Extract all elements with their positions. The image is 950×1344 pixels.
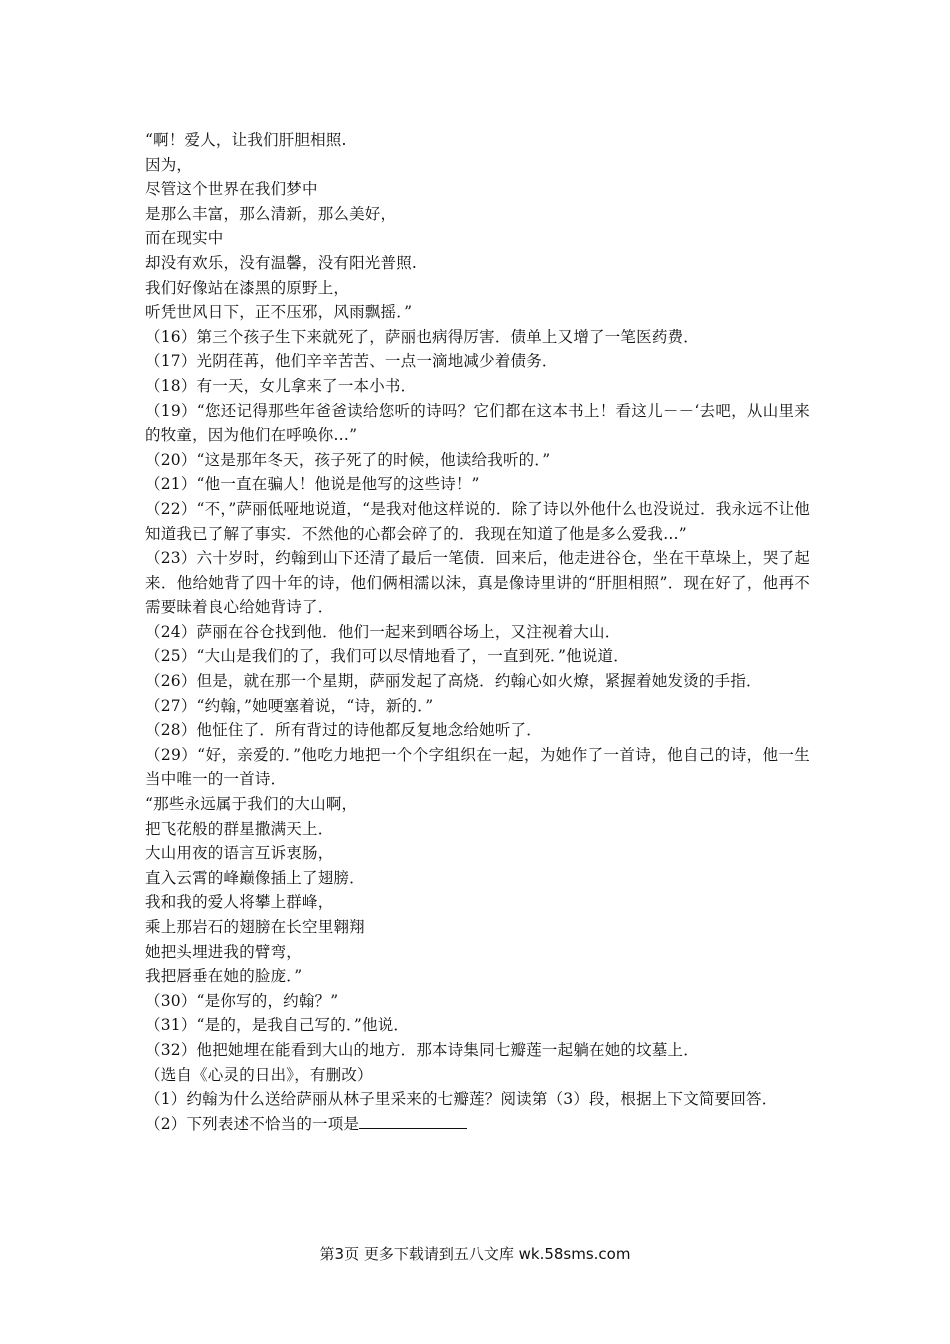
question-1: （1）约翰为什么送给萨丽从林子里采来的七瓣莲？阅读第（3）段，根据上下文简要回答． [145, 1090, 778, 1109]
paragraph: （28）他怔住了．所有背过的诗他都反复地念给她听了． [145, 721, 542, 740]
page-footer: 第3页 更多下载请到五八文库 wk.58sms.com [319, 1245, 631, 1263]
paragraph: （31）“是的，是我自己写的．”他说． [145, 1016, 410, 1035]
poem-line: 乘上那岩石的翅膀在长空里翱翔 [145, 918, 365, 936]
poem-line: “那些永远属于我们的大山啊， [145, 795, 358, 814]
paragraph: （23）六十岁时，约翰到山下还清了最后一笔债．回来后，他走进谷仓，坐在干草垛上，哭了起来．他给她背了四十年的诗，他们俩相濡以沫，真是像诗里讲的“肝胆相照”．现在好了，他再不需要昧着良心给她背诗了． [145, 549, 810, 617]
poem-line: 我和我的爱人将攀上群峰， [145, 893, 334, 912]
poem-line: 而在现实中 [145, 229, 224, 248]
paragraph: （30）“是你写的，约翰？” [145, 991, 339, 1010]
poem-line: 我们好像站在漆黑的原野上， [145, 278, 350, 297]
paragraph: （22）“不，”萨丽低哑地说道，“是我对他这样说的．除了诗以外他什么也没说过．我永远不让他知道我已了解了事实．不然他的心都会碎了的．我现在知道了他是多么爱我…” [145, 499, 810, 543]
paragraph: （19）“您还记得那些年爸爸读给您听的诗吗？它们都在这本书上！看这儿－－‘去吧，从山里来的牧童，因为他们在呼唤你…” [145, 401, 810, 445]
poem-line: 大山用夜的语言互诉衷肠， [145, 844, 334, 863]
poem-line: “啊！爱人，让我们肝胆相照. [145, 131, 347, 149]
document-body [145, 128, 810, 1136]
paragraph: （16）第三个孩子生下来就死了，萨丽也病得厉害．债单上又增了一笔医药费． [145, 327, 699, 346]
paragraph: （32）他把她埋在能看到大山的地方．那本诗集同七瓣莲一起躺在她的坟墓上． [145, 1040, 699, 1059]
paragraph: （29）“好，亲爱的．”他吃力地把一个个字组织在一起，为她作了一首诗，他自己的诗，他一生当中唯一的一首诗． [145, 745, 810, 789]
paragraphs-group-b [145, 989, 810, 1112]
paragraph: （21）“他一直在骗人！他说是他写的这些诗！” [145, 475, 480, 494]
paragraphs-group-a [145, 325, 810, 792]
paragraph: （24）萨丽在谷仓找到他．他们一起来到晒谷场上，又注视着大山． [145, 622, 621, 641]
paragraph: （27）“约翰，”她哽塞着说，“诗，新的．” [145, 696, 434, 715]
poem-line: 我把唇垂在她的脸庞．” [145, 967, 303, 986]
paragraph: （17）光阴荏苒，他们辛辛苦苦、一点一滴地减少着债务． [145, 352, 558, 371]
poem-line: 直入云霄的峰巅像插上了翅膀． [145, 868, 365, 887]
answer-blank [359, 1112, 467, 1129]
poem-line: 是那么丰富，那么清新，那么美好， [145, 204, 397, 223]
paragraph: （25）“大山是我们的了，我们可以尽情地看了，一直到死．”他说道． [145, 647, 629, 666]
poem-line: 她把头埋进我的臂弯， [145, 942, 303, 961]
paragraph: （18）有一天，女儿拿来了一本小书． [145, 376, 417, 395]
poem-line: 尽管这个世界在我们梦中 [145, 180, 318, 199]
poem-line: 却没有欢乐，没有温馨，没有阳光普照. [145, 253, 418, 272]
poem-stanza-2 [145, 792, 810, 989]
poem-stanza-1 [145, 128, 810, 325]
question-2-text: （2）下列表述不恰当的一项是 [145, 1114, 360, 1133]
poem-line: 听凭世风日下，正不压邪，风雨飘摇．” [145, 303, 413, 322]
poem-line: 因为， [145, 155, 193, 174]
source-citation: （选自《心灵的日出》，有删改） [145, 1065, 373, 1084]
poem-line: 把飞花般的群星撒满天上． [145, 819, 334, 838]
paragraph: （20）“这是那年冬天，孩子死了的时候，他读给我听的．” [145, 450, 551, 469]
paragraph: （26）但是，就在那一个星期，萨丽发起了高烧．约翰心如火燎，紧握着她发烫的手指． [145, 672, 762, 691]
question-2 [145, 1112, 810, 1137]
